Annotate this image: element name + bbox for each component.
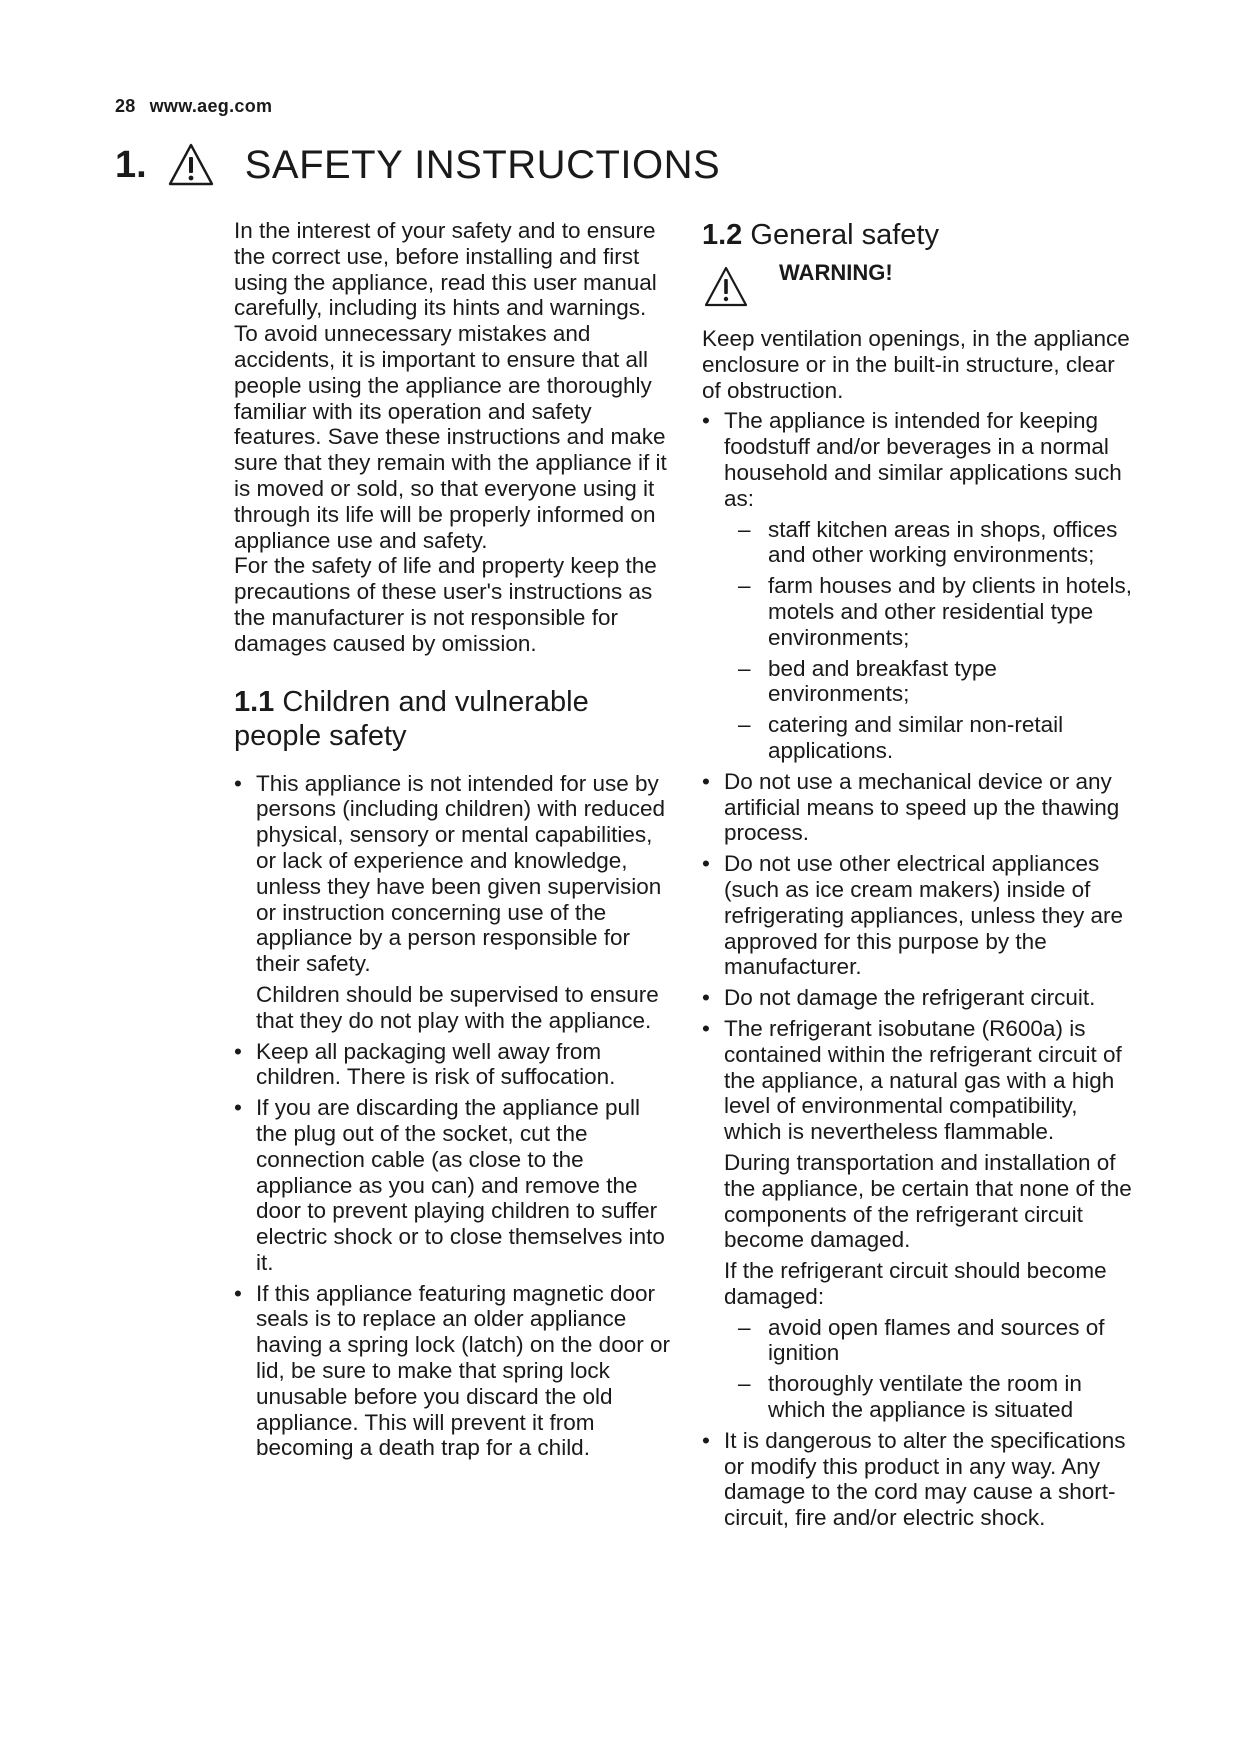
list-item-subparagraph: During transportation and installation of the appliance, be certain that none of the components of the refrigerant circuit become damaged. xyxy=(724,1149,1132,1253)
intro-paragraph: For the safety of life and property keep the precautions of these user's instructions as the manufacturer is not responsible for damages caused by omission. xyxy=(234,553,657,656)
page-header xyxy=(115,96,272,117)
list-item: • Do not use other electrical appliances (such as ice cream makers) inside of refrigerating appliances, unless they are approved for this purpose by the manufacturer. xyxy=(702,851,1132,980)
list-item-text: • The appliance is intended for keeping foodstuff and/or beverages in a normal household and similar applications such as: xyxy=(724,408,1122,511)
list-item-subparagraph: Children should be supervised to ensure that they do not play with the appliance. xyxy=(256,981,659,1033)
page-number: 28 xyxy=(115,96,136,116)
list-item-subparagraph: If the refrigerant circuit should become damaged: xyxy=(724,1258,1107,1309)
list-item: • If you are discarding the appliance pull the plug out of the socket, cut the connection cable (as close to the appliance as you can) and remove the door to prevent playing children to suffer electric shock or to close themselves into it. xyxy=(234,1095,674,1276)
sub-list-item: – catering and similar non-retail applications. xyxy=(738,712,1132,764)
page-title xyxy=(115,135,720,195)
sub-list-item: – staff kitchen areas in shops, offices and other working environments; xyxy=(738,517,1132,569)
section-number: 1.2 xyxy=(702,219,743,251)
sub-list-item: – bed and breakfast type environments; xyxy=(738,656,1132,708)
list-item: • It is dangerous to alter the specifications or modify this product in any way. Any damage to the cord may cause a short-circuit, fire and/or electric shock. xyxy=(702,1428,1132,1531)
list-item xyxy=(702,1016,1132,1423)
section-title: Children and vulnerable people safety xyxy=(234,685,589,752)
general-safety-list xyxy=(702,408,1132,1531)
sub-list-item: – avoid open flames and sources of ignition xyxy=(738,1315,1132,1367)
right-column xyxy=(702,218,1132,1536)
general-intro-paragraph: Keep ventilation openings, in the appliance enclosure or in the built-in structure, clear of obstruction. xyxy=(702,326,1130,403)
list-item: • Keep all packaging well away from children. There is risk of suffocation. xyxy=(234,1039,674,1091)
warning-triangle-icon xyxy=(167,141,215,189)
chapter-number: 1. xyxy=(115,143,147,186)
list-item: • Do not use a mechanical device or any artificial means to speed up the thawing process. xyxy=(702,769,1132,846)
intro-paragraph: In the interest of your safety and to ensure the correct use, before installing and first using the appliance, read this user manual carefully, including its hints and warnings. To avoid unnecessary mistakes and accidents, it is important to ensure that all people using the appliance are thoroughly familiar with its operation and safety features. Save these instructions and make sure that they remain with the appliance if it is moved or sold, so that everyone using it through its life will be properly informed on appliance use and safety. xyxy=(234,218,667,553)
warning-label: WARNING! xyxy=(779,260,893,285)
chapter-title: SAFETY INSTRUCTIONS xyxy=(244,142,721,187)
list-item xyxy=(234,771,674,1034)
list-item: • If this appliance featuring magnetic door seals is to replace an older appliance having a spring lock (latch) on the door or lid, be sure to make that spring lock unusable before you discard the old appliance. This will prevent it from becoming a death trap for a child. xyxy=(234,1281,674,1462)
section-number: 1.1 xyxy=(234,685,275,718)
list-item-text: • This appliance is not intended for use by persons (including children) with reduced physical, sensory or mental capabilities, or lack of experience and knowledge, unless they have been given supervision or instruction concerning use of the appliance by a person responsible for their safety. xyxy=(256,770,665,977)
sub-list-item: – thoroughly ventilate the room in which the appliance is situated xyxy=(738,1371,1132,1423)
list-item-text: • The refrigerant isobutane (R600a) is contained within the refrigerant circuit of the appliance, a natural gas with a high level of environmental compatibility, which is nevertheless flammable. xyxy=(724,1015,1122,1145)
warning-triangle-icon xyxy=(702,264,750,310)
section-title: General safety xyxy=(750,219,939,251)
section-heading-children xyxy=(234,685,674,753)
sub-list xyxy=(738,517,1132,764)
section-heading-general xyxy=(702,218,1132,252)
left-column xyxy=(234,218,674,1466)
list-item: • Do not damage the refrigerant circuit. xyxy=(702,985,1132,1011)
list-item xyxy=(702,408,1132,763)
website-link[interactable]: www.aeg.com xyxy=(149,96,273,116)
warning-notice xyxy=(702,256,1132,326)
children-safety-list xyxy=(234,771,674,1462)
sub-list xyxy=(738,1315,1132,1423)
sub-list-item: – farm houses and by clients in hotels, motels and other residential type environments; xyxy=(738,573,1132,650)
